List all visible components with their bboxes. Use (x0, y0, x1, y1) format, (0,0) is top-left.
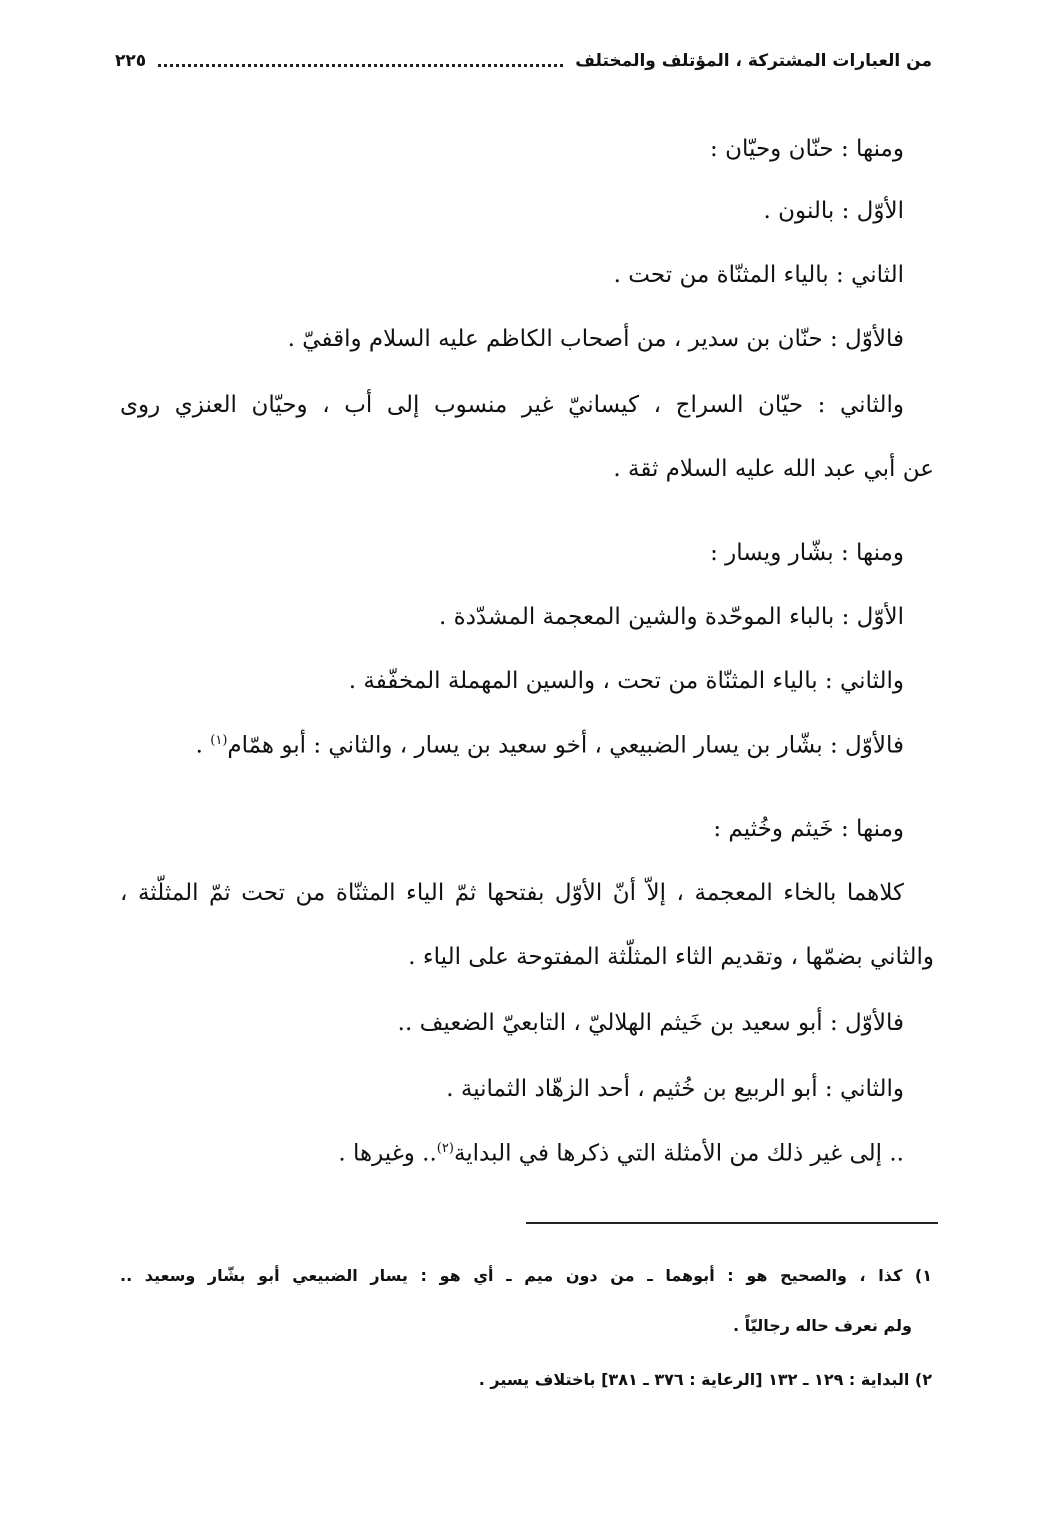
footnote-1-continued: ولم نعرف حاله رجاليّاً . (733, 1316, 912, 1335)
text-line-body: فالأوّل : بشّار بن يسار الضبيعي ، أخو سعيد بن يسار ، والثاني : أبو همّام (227, 732, 904, 759)
section-heading: ومنها : بشّار ويسار : (710, 540, 904, 566)
section-heading: ومنها : حنّان وحيّان : (710, 136, 904, 162)
text-line: والثاني : حيّان السراج ، كيسانيّ غير منسوب إلى أب ، وحيّان العنزي روى (120, 392, 905, 418)
footnote-1: ١) كذا ، والصحيح هو : أبوهما ـ من دون ميم ـ أي هو : يسار الضبيعي أبو بشّار وسعيد .. (120, 1266, 932, 1285)
text-line: فالأوّل : حنّان بن سدير ، من أصحاب الكاظم عليه السلام واقفيّ . (287, 326, 904, 352)
text-line: فالأوّل : أبو سعيد بن خَيثم الهلاليّ ، التابعيّ الضعيف .. (397, 1010, 904, 1036)
running-header (115, 44, 932, 78)
footnote-2: ٢) البداية : ١٢٩ ـ ١٣٢ [الرعاية : ٣٧٦ ـ ٣٨١] باختلاف يسير . (478, 1370, 932, 1389)
text-line: والثاني بضمّها ، وتقديم الثاء المثلّثة المفتوحة على الياء . (408, 944, 934, 970)
text-line: والثاني : بالياء المثنّاة من تحت ، والسين المهملة المخفّفة . (348, 668, 904, 694)
text-line: الأوّل : بالنون . (763, 198, 904, 224)
footnote-separator (526, 1222, 938, 1224)
text-line: كلاهما بالخاء المعجمة ، إلاّ أنّ الأوّل بفتحها ثمّ الياء المثنّاة من تحت ثمّ المثلّثة ، (120, 880, 904, 906)
text-line: عن أبي عبد الله عليه السلام ثقة . (613, 456, 934, 482)
section-heading: ومنها : خَيثم وخُثيم : (713, 816, 904, 842)
text-line: فالأوّل : بشّار بن يسار الضبيعي ، أخو سعيد بن يسار ، والثاني : أبو همّام$^{(١)}$ . (195, 732, 904, 759)
text-line: الثاني : بالياء المثنّاة من تحت . (613, 262, 904, 288)
text-line: الأوّل : بالباء الموحّدة والشين المعجمة المشدّدة . (439, 604, 904, 630)
text-line-tail: .. وغيرها . (338, 1140, 437, 1167)
footnote-mark: (١) (210, 733, 228, 748)
header-title: من العبارات المشتركة ، المؤتلف والمختلف (575, 51, 932, 71)
header-dot-leader (158, 64, 563, 67)
text-line-body: .. إلى غير ذلك من الأمثلة التي ذكرها في البداية (453, 1140, 904, 1167)
text-line (338, 1142, 904, 1166)
text-line: والثاني : أبو الربيع بن خُثيم ، أحد الزهّاد الثمانية . (446, 1076, 904, 1102)
footnote-mark: (٢) (436, 1141, 454, 1156)
page-number: ٢٢٥ (115, 51, 147, 71)
